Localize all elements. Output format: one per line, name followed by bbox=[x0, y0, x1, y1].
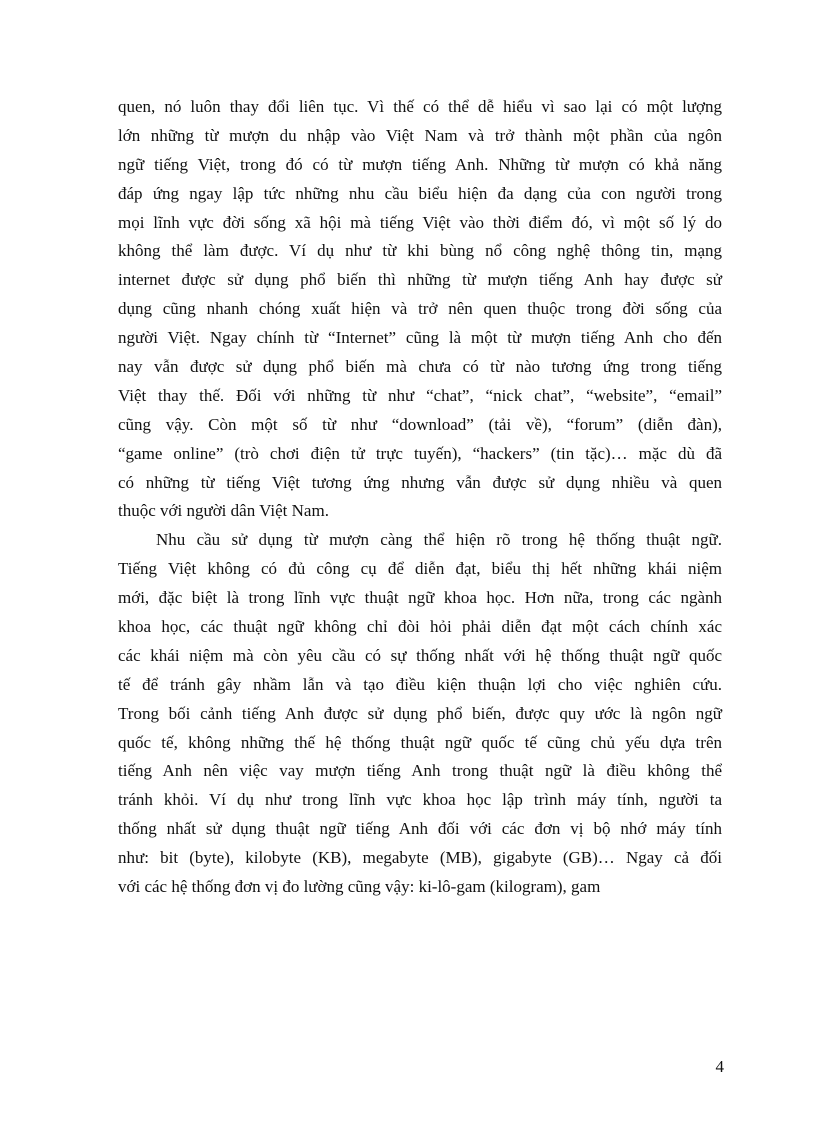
text-line: người Việt. Ngay chính từ “Internet” cũng là một từ mượn tiếng Anh cho đến bbox=[118, 328, 722, 348]
text-line: “game online” (trò chơi điện tử trực tuyến), “hackers” (tin tặc)… mặc dù đã bbox=[118, 443, 722, 463]
text-line: internet được sử dụng phổ biến thì những từ mượn tiếng Anh hay được sử bbox=[118, 270, 722, 290]
text-line: không thể làm được. Ví dụ như từ khi bùng nổ công nghệ thông tin, mạng bbox=[118, 241, 722, 261]
text-line: quốc tế, không những thế hệ thống thuật ngữ quốc tế cũng chủ yếu dựa trên bbox=[118, 732, 722, 752]
body-text bbox=[118, 93, 722, 902]
text-line: Việt thay thế. Đối với những từ như “chat”, “nick chat”, “website”, “email” bbox=[118, 385, 722, 405]
text-line: dụng cũng nhanh chóng xuất hiện và trở nên quen thuộc trong đời sống của bbox=[118, 299, 722, 319]
text-line: Trong bối cảnh tiếng Anh được sử dụng phổ biến, được quy ước là ngôn ngữ bbox=[118, 703, 722, 723]
text-line: như: bit (byte), kilobyte (KB), megabyte (MB), gigabyte (GB)… Ngay cả đối bbox=[118, 848, 722, 868]
text-line: Nhu cầu sử dụng từ mượn càng thể hiện rõ trong hệ thống thuật ngữ. bbox=[156, 530, 722, 550]
text-line: tiếng Anh nên việc vay mượn tiếng Anh trong thuật ngữ là điều không thể bbox=[118, 761, 722, 781]
text-line: nay vẫn được sử dụng phổ biến mà chưa có từ nào tương ứng trong tiếng bbox=[118, 357, 722, 377]
text-line: ngữ tiếng Việt, trong đó có từ mượn tiếng Anh. Những từ mượn có khả năng bbox=[118, 154, 722, 174]
page-number: 4 bbox=[715, 1057, 724, 1076]
text-line: mới, đặc biệt là trong lĩnh vực thuật ngữ khoa học. Hơn nữa, trong các ngành bbox=[118, 588, 722, 608]
text-line: với các hệ thống đơn vị đo lường cũng vậy: ki-lô-gam (kilogram), gam bbox=[118, 877, 601, 897]
text-line: mọi lĩnh vực đời sống xã hội mà tiếng Việt vào thời điểm đó, vì một số lý do bbox=[118, 212, 722, 232]
paragraph bbox=[118, 93, 722, 526]
text-line: thống nhất sử dụng thuật ngữ tiếng Anh đối với các đơn vị bộ nhớ máy tính bbox=[118, 819, 722, 839]
text-line: cũng vậy. Còn một số từ như “download” (tải về), “forum” (diễn đàn), bbox=[118, 414, 722, 434]
text-line: các khái niệm mà còn yêu cầu có sự thống nhất với hệ thống thuật ngữ quốc bbox=[118, 645, 722, 665]
text-line: tránh khỏi. Ví dụ như trong lĩnh vực khoa học lập trình máy tính, người ta bbox=[118, 790, 722, 810]
paragraph bbox=[118, 526, 722, 902]
text-line: đáp ứng ngay lập tức những nhu cầu biểu hiện đa dạng của con người trong bbox=[118, 183, 722, 203]
text-line: tế để tránh gây nhầm lẫn và tạo điều kiện thuận lợi cho việc nghiên cứu. bbox=[118, 674, 722, 694]
text-line: Tiếng Việt không có đủ công cụ để diễn đạt, biểu thị hết những khái niệm bbox=[118, 559, 722, 579]
text-line: quen, nó luôn thay đổi liên tục. Vì thế có thể dễ hiểu vì sao lại có một lượng bbox=[118, 97, 722, 116]
text-line: thuộc với người dân Việt Nam. bbox=[118, 501, 329, 521]
text-line: khoa học, các thuật ngữ không chỉ đòi hỏi phải diễn đạt một cách chính xác bbox=[118, 617, 722, 637]
text-line: lớn những từ mượn du nhập vào Việt Nam và trở thành một phần của ngôn bbox=[118, 125, 722, 145]
text-line: có những từ tiếng Việt tương ứng nhưng vẫn được sử dụng nhiều và quen bbox=[118, 472, 722, 492]
